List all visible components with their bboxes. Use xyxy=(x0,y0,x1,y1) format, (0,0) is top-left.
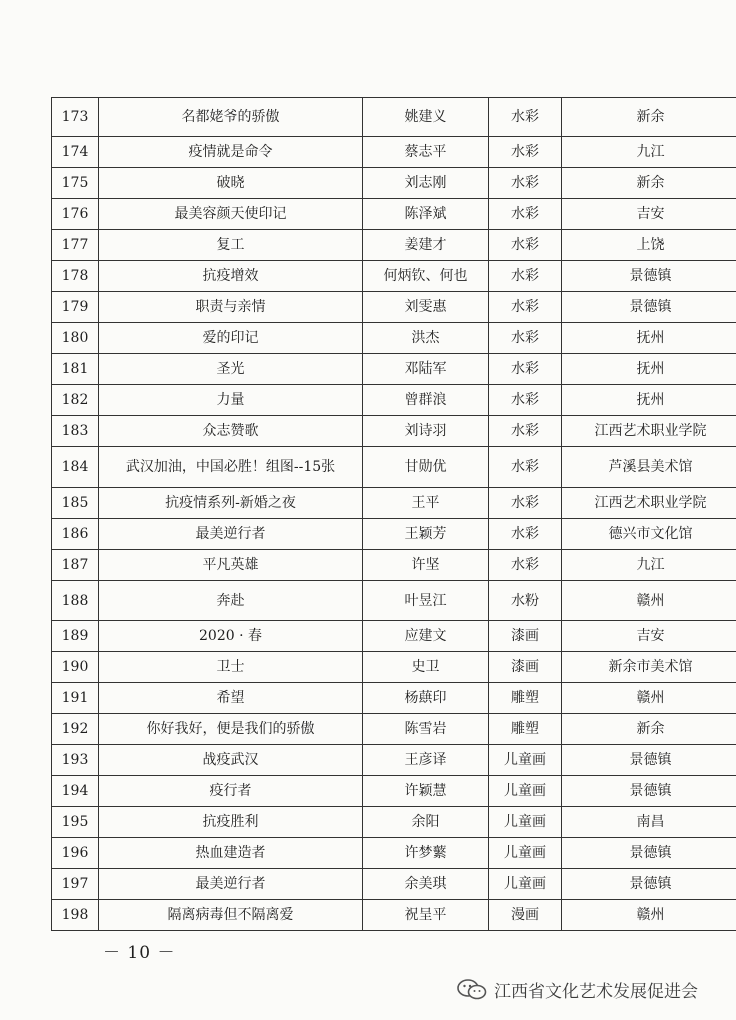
table-row xyxy=(52,354,736,385)
table-row xyxy=(52,447,736,488)
cell-org: 景德镇 xyxy=(562,261,736,292)
cell-author: 刘志刚 xyxy=(363,168,489,199)
watermark-footer xyxy=(456,977,698,1002)
cell-author: 王颖芳 xyxy=(363,519,489,550)
cell-title: 名都姥爷的骄傲 xyxy=(99,98,363,137)
cell-title: 抗疫增效 xyxy=(99,261,363,292)
cell-number: 187 xyxy=(52,550,99,581)
table-row xyxy=(52,807,736,838)
cell-author: 余阳 xyxy=(363,807,489,838)
table-row xyxy=(52,199,736,230)
cell-org: 抚州 xyxy=(562,354,736,385)
cell-category: 水彩 xyxy=(489,168,562,199)
cell-author: 许颖慧 xyxy=(363,776,489,807)
cell-author: 蔡志平 xyxy=(363,137,489,168)
cell-title: 抗疫情系列-新婚之夜 xyxy=(99,488,363,519)
cell-author: 甘勋优 xyxy=(363,447,489,488)
cell-title: 你好我好，便是我们的骄傲 xyxy=(99,714,363,745)
cell-org: 景德镇 xyxy=(562,776,736,807)
table-row xyxy=(52,683,736,714)
cell-author: 史卫 xyxy=(363,652,489,683)
table-row xyxy=(52,519,736,550)
cell-title: 圣光 xyxy=(99,354,363,385)
cell-org: 景德镇 xyxy=(562,869,736,900)
artwork-list-table xyxy=(51,97,736,931)
cell-title: 战疫武汉 xyxy=(99,745,363,776)
table-row xyxy=(52,323,736,354)
cell-author: 陈泽斌 xyxy=(363,199,489,230)
cell-title: 2020 · 春 xyxy=(99,621,363,652)
cell-category: 儿童画 xyxy=(489,745,562,776)
cell-author: 刘诗羽 xyxy=(363,416,489,447)
cell-title: 众志赞歌 xyxy=(99,416,363,447)
cell-author: 何炳钦、何也 xyxy=(363,261,489,292)
cell-title: 隔离病毒但不隔离爱 xyxy=(99,900,363,931)
cell-org: 抚州 xyxy=(562,323,736,354)
cell-author: 应建文 xyxy=(363,621,489,652)
cell-number: 192 xyxy=(52,714,99,745)
cell-title: 最美逆行者 xyxy=(99,519,363,550)
table-body xyxy=(52,98,736,931)
cell-category: 水彩 xyxy=(489,385,562,416)
cell-category: 儿童画 xyxy=(489,776,562,807)
cell-org: 上饶 xyxy=(562,230,736,261)
cell-number: 176 xyxy=(52,199,99,230)
cell-org: 新余 xyxy=(562,168,736,199)
cell-number: 184 xyxy=(52,447,99,488)
cell-author: 邓陆军 xyxy=(363,354,489,385)
cell-title: 复工 xyxy=(99,230,363,261)
cell-number: 185 xyxy=(52,488,99,519)
cell-number: 198 xyxy=(52,900,99,931)
cell-number: 188 xyxy=(52,581,99,621)
cell-org: 九江 xyxy=(562,137,736,168)
cell-org: 新余 xyxy=(562,98,736,137)
cell-org: 江西艺术职业学院 xyxy=(562,488,736,519)
cell-title: 希望 xyxy=(99,683,363,714)
cell-number: 195 xyxy=(52,807,99,838)
cell-category: 漆画 xyxy=(489,621,562,652)
cell-title: 职责与亲情 xyxy=(99,292,363,323)
cell-title: 疫行者 xyxy=(99,776,363,807)
cell-title: 爱的印记 xyxy=(99,323,363,354)
cell-org: 景德镇 xyxy=(562,745,736,776)
cell-title: 破晓 xyxy=(99,168,363,199)
table-row xyxy=(52,776,736,807)
cell-category: 水彩 xyxy=(489,354,562,385)
cell-number: 181 xyxy=(52,354,99,385)
cell-org: 赣州 xyxy=(562,900,736,931)
cell-org: 景德镇 xyxy=(562,838,736,869)
cell-category: 水彩 xyxy=(489,230,562,261)
cell-author: 叶昱江 xyxy=(363,581,489,621)
cell-number: 173 xyxy=(52,98,99,137)
cell-category: 水彩 xyxy=(489,416,562,447)
cell-author: 姜建才 xyxy=(363,230,489,261)
cell-org: 德兴市文化馆 xyxy=(562,519,736,550)
cell-category: 水彩 xyxy=(489,550,562,581)
cell-title: 武汉加油，中国必胜！组图--15张 xyxy=(99,447,363,488)
cell-category: 水彩 xyxy=(489,261,562,292)
cell-category: 雕塑 xyxy=(489,683,562,714)
cell-title: 卫士 xyxy=(99,652,363,683)
table-row xyxy=(52,900,736,931)
cell-title: 奔赴 xyxy=(99,581,363,621)
cell-number: 182 xyxy=(52,385,99,416)
cell-author: 余美琪 xyxy=(363,869,489,900)
cell-category: 水彩 xyxy=(489,199,562,230)
cell-org: 江西艺术职业学院 xyxy=(562,416,736,447)
table-row xyxy=(52,652,736,683)
cell-title: 最美逆行者 xyxy=(99,869,363,900)
cell-org: 九江 xyxy=(562,550,736,581)
table-row xyxy=(52,488,736,519)
cell-number: 175 xyxy=(52,168,99,199)
cell-org: 吉安 xyxy=(562,621,736,652)
cell-category: 儿童画 xyxy=(489,869,562,900)
cell-title: 热血建造者 xyxy=(99,838,363,869)
watermark-text: 江西省文化艺术发展促进会 xyxy=(494,982,698,1002)
cell-author: 许梦蘩 xyxy=(363,838,489,869)
cell-category: 水彩 xyxy=(489,323,562,354)
cell-author: 姚建义 xyxy=(363,98,489,137)
cell-category: 雕塑 xyxy=(489,714,562,745)
cell-number: 177 xyxy=(52,230,99,261)
cell-category: 水彩 xyxy=(489,137,562,168)
cell-author: 杨蕻印 xyxy=(363,683,489,714)
cell-category: 漆画 xyxy=(489,652,562,683)
cell-category: 水彩 xyxy=(489,292,562,323)
cell-category: 水彩 xyxy=(489,98,562,137)
cell-number: 190 xyxy=(52,652,99,683)
cell-number: 189 xyxy=(52,621,99,652)
cell-org: 赣州 xyxy=(562,581,736,621)
cell-number: 191 xyxy=(52,683,99,714)
cell-title: 抗疫胜利 xyxy=(99,807,363,838)
cell-org: 新余市美术馆 xyxy=(562,652,736,683)
cell-number: 178 xyxy=(52,261,99,292)
cell-number: 179 xyxy=(52,292,99,323)
cell-author: 祝呈平 xyxy=(363,900,489,931)
table-row xyxy=(52,261,736,292)
table-row xyxy=(52,550,736,581)
cell-author: 曾群浪 xyxy=(363,385,489,416)
cell-number: 194 xyxy=(52,776,99,807)
cell-category: 水彩 xyxy=(489,447,562,488)
cell-number: 183 xyxy=(52,416,99,447)
cell-org: 赣州 xyxy=(562,683,736,714)
cell-author: 洪杰 xyxy=(363,323,489,354)
table-row xyxy=(52,230,736,261)
table-row xyxy=(52,137,736,168)
cell-org: 南昌 xyxy=(562,807,736,838)
table-row xyxy=(52,385,736,416)
table-row xyxy=(52,581,736,621)
cell-number: 193 xyxy=(52,745,99,776)
cell-author: 陈雪岩 xyxy=(363,714,489,745)
cell-org: 新余 xyxy=(562,714,736,745)
cell-author: 王平 xyxy=(363,488,489,519)
table-row xyxy=(52,292,736,323)
cell-number: 196 xyxy=(52,838,99,869)
cell-org: 景德镇 xyxy=(562,292,736,323)
cell-number: 197 xyxy=(52,869,99,900)
cell-number: 186 xyxy=(52,519,99,550)
cell-category: 水粉 xyxy=(489,581,562,621)
cell-org: 抚州 xyxy=(562,385,736,416)
cell-author: 刘雯惠 xyxy=(363,292,489,323)
cell-title: 力量 xyxy=(99,385,363,416)
table-row xyxy=(52,714,736,745)
cell-category: 儿童画 xyxy=(489,807,562,838)
table-row xyxy=(52,98,736,137)
cell-title: 平凡英雄 xyxy=(99,550,363,581)
table-row xyxy=(52,621,736,652)
page-number: － 10 － xyxy=(103,943,176,963)
cell-number: 174 xyxy=(52,137,99,168)
cell-author: 王彦译 xyxy=(363,745,489,776)
cell-category: 漫画 xyxy=(489,900,562,931)
table-row xyxy=(52,838,736,869)
cell-category: 水彩 xyxy=(489,519,562,550)
cell-org: 吉安 xyxy=(562,199,736,230)
wechat-icon xyxy=(456,978,488,1002)
table-row xyxy=(52,869,736,900)
cell-category: 水彩 xyxy=(489,488,562,519)
cell-category: 儿童画 xyxy=(489,838,562,869)
cell-number: 180 xyxy=(52,323,99,354)
table-row xyxy=(52,745,736,776)
cell-title: 疫情就是命令 xyxy=(99,137,363,168)
cell-org: 芦溪县美术馆 xyxy=(562,447,736,488)
cell-title: 最美容颜天使印记 xyxy=(99,199,363,230)
cell-author: 许坚 xyxy=(363,550,489,581)
table-row xyxy=(52,416,736,447)
table-row xyxy=(52,168,736,199)
